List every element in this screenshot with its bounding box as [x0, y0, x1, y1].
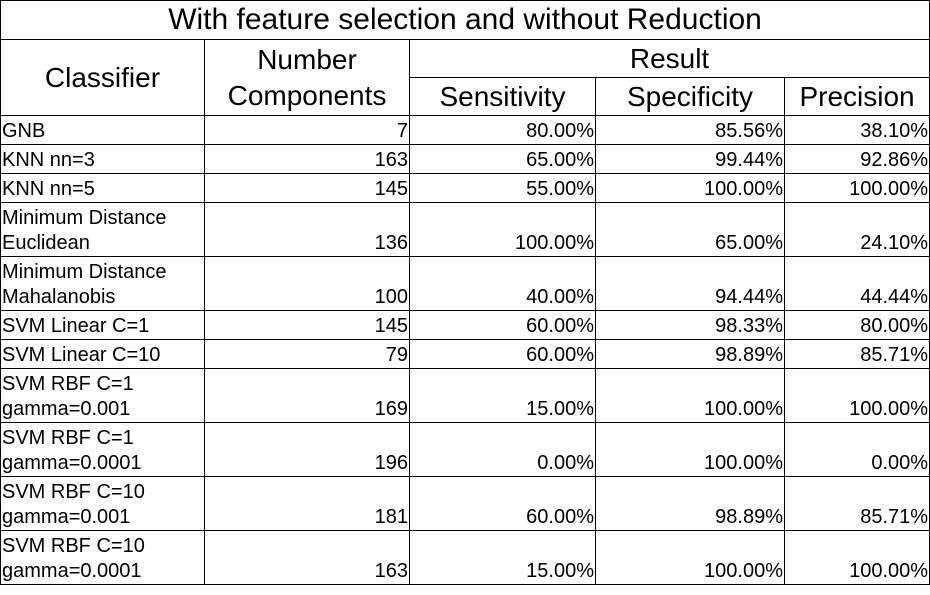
classifier-name — [1, 257, 205, 311]
precision-cell: 0.00% — [785, 423, 930, 477]
classifier-name — [1, 145, 205, 174]
classifier-name — [1, 369, 205, 423]
components-cell: 7 — [205, 116, 410, 145]
precision-cell: 92.86% — [785, 145, 930, 174]
classifier-name-line1: SVM RBF C=1 — [2, 427, 134, 449]
precision-cell: 85.71% — [785, 340, 930, 369]
table-row — [1, 340, 930, 369]
header-number-components-line1: Number — [257, 43, 357, 75]
precision-cell: 100.00% — [785, 369, 930, 423]
classifier-name-line1: SVM RBF C=10 — [2, 481, 145, 503]
specificity-cell: 100.00% — [596, 423, 785, 477]
table-row — [1, 477, 930, 531]
specificity-cell: 100.00% — [596, 174, 785, 203]
classifier-name-line1: GNB — [2, 120, 46, 142]
specificity-cell: 65.00% — [596, 203, 785, 257]
components-cell: 136 — [205, 203, 410, 257]
table-row — [1, 423, 930, 477]
precision-cell: 100.00% — [785, 174, 930, 203]
components-cell: 169 — [205, 369, 410, 423]
table-row — [1, 116, 930, 145]
header-precision: Precision — [785, 78, 930, 116]
classifier-name-line2: gamma=0.001 — [2, 398, 131, 420]
classifier-name — [1, 340, 205, 369]
classifier-name-line1: Minimum Distance — [2, 207, 167, 229]
sensitivity-cell: 60.00% — [410, 477, 596, 531]
sensitivity-cell: 40.00% — [410, 257, 596, 311]
components-cell: 79 — [205, 340, 410, 369]
header-result: Result — [410, 40, 930, 78]
table-title: With feature selection and without Reduction — [1, 1, 930, 40]
classifier-name — [1, 531, 205, 585]
header-number-components-line2: Components — [227, 79, 387, 111]
sensitivity-cell: 60.00% — [410, 311, 596, 340]
specificity-cell: 98.89% — [596, 477, 785, 531]
sensitivity-cell: 55.00% — [410, 174, 596, 203]
classifier-name — [1, 311, 205, 340]
precision-cell: 38.10% — [785, 116, 930, 145]
specificity-cell: 98.89% — [596, 340, 785, 369]
specificity-cell: 100.00% — [596, 531, 785, 585]
header-specificity: Specificity — [596, 78, 785, 116]
components-cell: 196 — [205, 423, 410, 477]
sensitivity-cell: 60.00% — [410, 340, 596, 369]
classifier-name-line1: SVM RBF C=10 — [2, 535, 145, 557]
classifier-name — [1, 477, 205, 531]
components-cell: 181 — [205, 477, 410, 531]
specificity-cell: 98.33% — [596, 311, 785, 340]
classifier-name — [1, 423, 205, 477]
components-cell: 145 — [205, 311, 410, 340]
table-row — [1, 311, 930, 340]
table-row — [1, 531, 930, 585]
table-row — [1, 174, 930, 203]
sensitivity-cell: 100.00% — [410, 203, 596, 257]
table-row — [1, 203, 930, 257]
classifier-name-line1: KNN nn=3 — [2, 149, 95, 171]
table-body — [1, 116, 930, 585]
precision-cell: 24.10% — [785, 203, 930, 257]
classifier-name-line1: SVM Linear C=10 — [2, 344, 161, 366]
classifier-name-line2: Mahalanobis — [2, 286, 116, 308]
header-classifier: Classifier — [1, 40, 205, 116]
table-row — [1, 145, 930, 174]
classifier-name — [1, 203, 205, 257]
classifier-name-line1: SVM RBF C=1 — [2, 373, 134, 395]
specificity-cell: 99.44% — [596, 145, 785, 174]
header-sensitivity: Sensitivity — [410, 78, 596, 116]
classifier-name-line2: gamma=0.0001 — [2, 452, 142, 474]
sensitivity-cell: 80.00% — [410, 116, 596, 145]
classifier-name-line2: gamma=0.001 — [2, 506, 131, 528]
classifier-name-line1: SVM Linear C=1 — [2, 315, 150, 337]
specificity-cell: 100.00% — [596, 369, 785, 423]
classifier-name-line1: Minimum Distance — [2, 261, 167, 283]
components-cell: 100 — [205, 257, 410, 311]
specificity-cell: 94.44% — [596, 257, 785, 311]
sensitivity-cell: 65.00% — [410, 145, 596, 174]
classifier-name — [1, 116, 205, 145]
specificity-cell: 85.56% — [596, 116, 785, 145]
table-row — [1, 257, 930, 311]
precision-cell: 44.44% — [785, 257, 930, 311]
classifier-name-line1: KNN nn=5 — [2, 178, 95, 200]
precision-cell: 85.71% — [785, 477, 930, 531]
components-cell: 163 — [205, 531, 410, 585]
precision-cell: 80.00% — [785, 311, 930, 340]
components-cell: 145 — [205, 174, 410, 203]
header-number-components — [205, 40, 410, 116]
sensitivity-cell: 15.00% — [410, 369, 596, 423]
classifier-name-line2: gamma=0.0001 — [2, 560, 142, 582]
precision-cell: 100.00% — [785, 531, 930, 585]
table-row — [1, 369, 930, 423]
classifier-name-line2: Euclidean — [2, 232, 90, 254]
classifier-name — [1, 174, 205, 203]
sensitivity-cell: 0.00% — [410, 423, 596, 477]
sensitivity-cell: 15.00% — [410, 531, 596, 585]
components-cell: 163 — [205, 145, 410, 174]
